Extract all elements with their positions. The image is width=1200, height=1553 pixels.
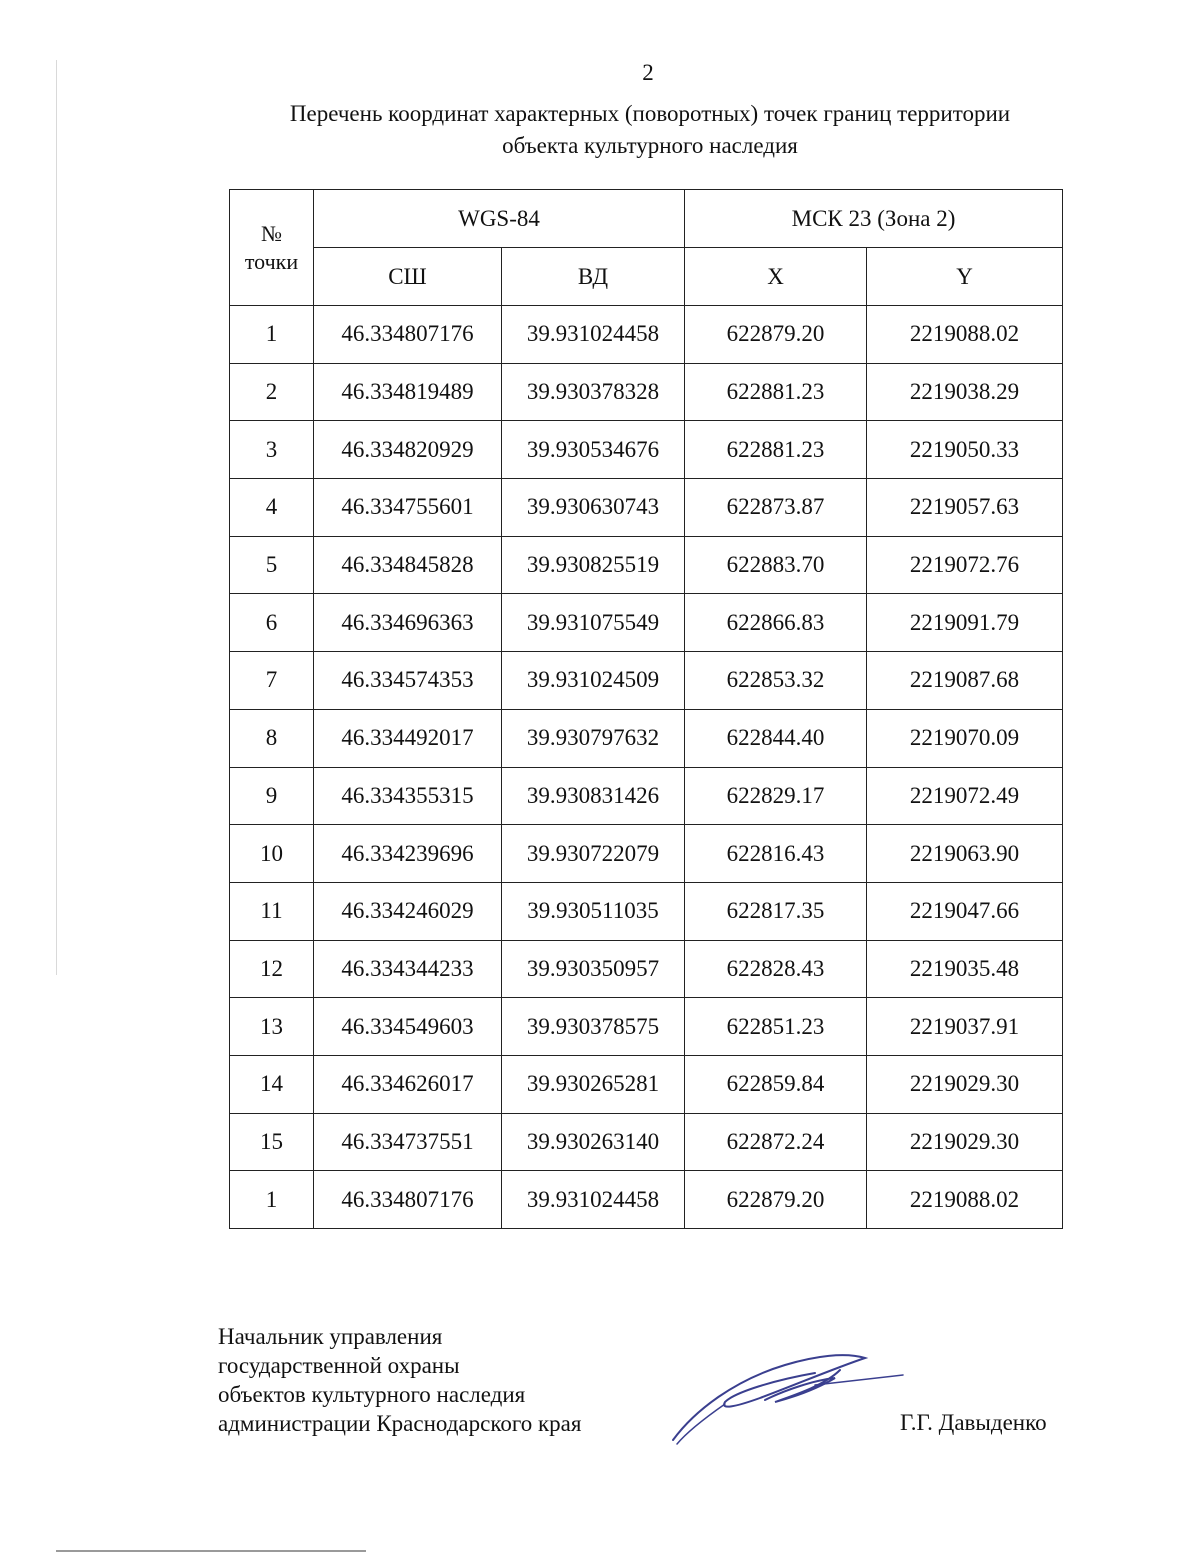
longitude-cell: 39.930630743: [502, 479, 685, 537]
latitude-cell: 46.334492017: [314, 709, 502, 767]
x-coordinate-cell: 622817.35: [685, 882, 867, 940]
x-coordinate-cell: 622883.70: [685, 536, 867, 594]
table-row: [230, 536, 1063, 594]
table-row: [230, 998, 1063, 1056]
latitude-cell: 46.334355315: [314, 767, 502, 825]
point-number-cell: 1: [230, 1171, 314, 1229]
signer-position-line-4: администрации Краснодарского края: [218, 1411, 582, 1436]
y-coordinate-cell: 2219037.91: [867, 998, 1063, 1056]
y-coordinate-cell: 2219087.68: [867, 652, 1063, 710]
x-coordinate-cell: 622829.17: [685, 767, 867, 825]
table-row: [230, 825, 1063, 883]
x-coordinate-cell: 622881.23: [685, 421, 867, 479]
y-coordinate-cell: 2219029.30: [867, 1113, 1063, 1171]
footer-rule: [56, 1550, 366, 1552]
document-title: [230, 98, 1070, 162]
table-row: [230, 709, 1063, 767]
y-coordinate-cell: 2219029.30: [867, 1055, 1063, 1113]
point-number-cell: 5: [230, 536, 314, 594]
y-coordinate-cell: 2219038.29: [867, 363, 1063, 421]
point-number-cell: 1: [230, 306, 314, 364]
point-number-cell: 6: [230, 594, 314, 652]
title-line-1: Перечень координат характерных (поворотных) точек границ территории: [289, 101, 1011, 126]
point-number-cell: 14: [230, 1055, 314, 1113]
signer-position-line-2: государственной охраны: [218, 1353, 460, 1378]
table-row: [230, 421, 1063, 479]
latitude-cell: 46.334246029: [314, 882, 502, 940]
table-row: [230, 1055, 1063, 1113]
x-coordinate-cell: 622844.40: [685, 709, 867, 767]
x-coordinate-cell: 622881.23: [685, 363, 867, 421]
signer-position: [218, 1322, 581, 1438]
latitude-cell: 46.334574353: [314, 652, 502, 710]
header-row-columns: [230, 248, 1063, 306]
y-coordinate-cell: 2219035.48: [867, 940, 1063, 998]
longitude-header: ВД: [502, 248, 685, 306]
point-number-cell: 10: [230, 825, 314, 883]
point-number-cell: 9: [230, 767, 314, 825]
point-number-cell: 4: [230, 479, 314, 537]
longitude-cell: 39.930797632: [502, 709, 685, 767]
longitude-cell: 39.930722079: [502, 825, 685, 883]
table-row: [230, 306, 1063, 364]
longitude-cell: 39.930378328: [502, 363, 685, 421]
table-row: [230, 652, 1063, 710]
longitude-cell: 39.930350957: [502, 940, 685, 998]
y-coordinate-cell: 2219088.02: [867, 306, 1063, 364]
y-coordinate-cell: 2219063.90: [867, 825, 1063, 883]
point-number-cell: 12: [230, 940, 314, 998]
y-header: Y: [867, 248, 1063, 306]
x-coordinate-cell: 622816.43: [685, 825, 867, 883]
point-number-cell: 11: [230, 882, 314, 940]
point-number-header-line-2: точки: [244, 248, 299, 274]
x-coordinate-cell: 622866.83: [685, 594, 867, 652]
x-coordinate-cell: 622879.20: [685, 1171, 867, 1229]
signer-position-line-1: Начальник управления: [218, 1324, 443, 1349]
table-row: [230, 363, 1063, 421]
table-row: [230, 479, 1063, 537]
y-coordinate-cell: 2219072.49: [867, 767, 1063, 825]
scan-edge-line: [56, 60, 57, 975]
longitude-cell: 39.931024458: [502, 1171, 685, 1229]
wgs84-group-header: WGS-84: [314, 190, 685, 248]
latitude-cell: 46.334820929: [314, 421, 502, 479]
table-row: [230, 1113, 1063, 1171]
latitude-cell: 46.334239696: [314, 825, 502, 883]
longitude-cell: 39.930825519: [502, 536, 685, 594]
point-number-header: [230, 190, 314, 306]
header-row-groups: [230, 190, 1063, 248]
longitude-cell: 39.931024509: [502, 652, 685, 710]
y-coordinate-cell: 2219072.76: [867, 536, 1063, 594]
y-coordinate-cell: 2219057.63: [867, 479, 1063, 537]
y-coordinate-cell: 2219070.09: [867, 709, 1063, 767]
y-coordinate-cell: 2219088.02: [867, 1171, 1063, 1229]
longitude-cell: 39.931024458: [502, 306, 685, 364]
signer-name: Г.Г. Давыденко: [900, 1410, 1047, 1435]
latitude-header: СШ: [314, 248, 502, 306]
point-number-cell: 15: [230, 1113, 314, 1171]
latitude-cell: 46.334819489: [314, 363, 502, 421]
longitude-cell: 39.930511035: [502, 882, 685, 940]
point-number-header-line-1: №: [261, 220, 282, 246]
title-line-2: объекта культурного наследия: [502, 133, 798, 158]
latitude-cell: 46.334549603: [314, 998, 502, 1056]
longitude-cell: 39.930378575: [502, 998, 685, 1056]
longitude-cell: 39.930534676: [502, 421, 685, 479]
longitude-cell: 39.930265281: [502, 1055, 685, 1113]
longitude-cell: 39.930831426: [502, 767, 685, 825]
table-body: [230, 306, 1063, 1229]
longitude-cell: 39.930263140: [502, 1113, 685, 1171]
coordinates-table: [229, 189, 1063, 1229]
latitude-cell: 46.334696363: [314, 594, 502, 652]
x-coordinate-cell: 622828.43: [685, 940, 867, 998]
table-header: [230, 190, 1063, 306]
y-coordinate-cell: 2219047.66: [867, 882, 1063, 940]
table-row: [230, 1171, 1063, 1229]
signer-position-line-3: объектов культурного наследия: [218, 1382, 526, 1407]
page-number: 2: [642, 60, 654, 85]
point-number-cell: 2: [230, 363, 314, 421]
x-coordinate-cell: 622853.32: [685, 652, 867, 710]
y-coordinate-cell: 2219091.79: [867, 594, 1063, 652]
latitude-cell: 46.334755601: [314, 479, 502, 537]
table-row: [230, 940, 1063, 998]
latitude-cell: 46.334845828: [314, 536, 502, 594]
x-coordinate-cell: 622859.84: [685, 1055, 867, 1113]
latitude-cell: 46.334807176: [314, 1171, 502, 1229]
table-row: [230, 594, 1063, 652]
x-coordinate-cell: 622872.24: [685, 1113, 867, 1171]
y-coordinate-cell: 2219050.33: [867, 421, 1063, 479]
latitude-cell: 46.334344233: [314, 940, 502, 998]
table-row: [230, 767, 1063, 825]
point-number-cell: 13: [230, 998, 314, 1056]
latitude-cell: 46.334807176: [314, 306, 502, 364]
latitude-cell: 46.334737551: [314, 1113, 502, 1171]
longitude-cell: 39.931075549: [502, 594, 685, 652]
msk23-group-header: МСК 23 (Зона 2): [685, 190, 1063, 248]
x-coordinate-cell: 622879.20: [685, 306, 867, 364]
latitude-cell: 46.334626017: [314, 1055, 502, 1113]
point-number-cell: 8: [230, 709, 314, 767]
x-coordinate-cell: 622873.87: [685, 479, 867, 537]
point-number-cell: 7: [230, 652, 314, 710]
point-number-cell: 3: [230, 421, 314, 479]
x-coordinate-cell: 622851.23: [685, 998, 867, 1056]
x-header: X: [685, 248, 867, 306]
table-row: [230, 882, 1063, 940]
handwritten-signature: [665, 1340, 905, 1450]
